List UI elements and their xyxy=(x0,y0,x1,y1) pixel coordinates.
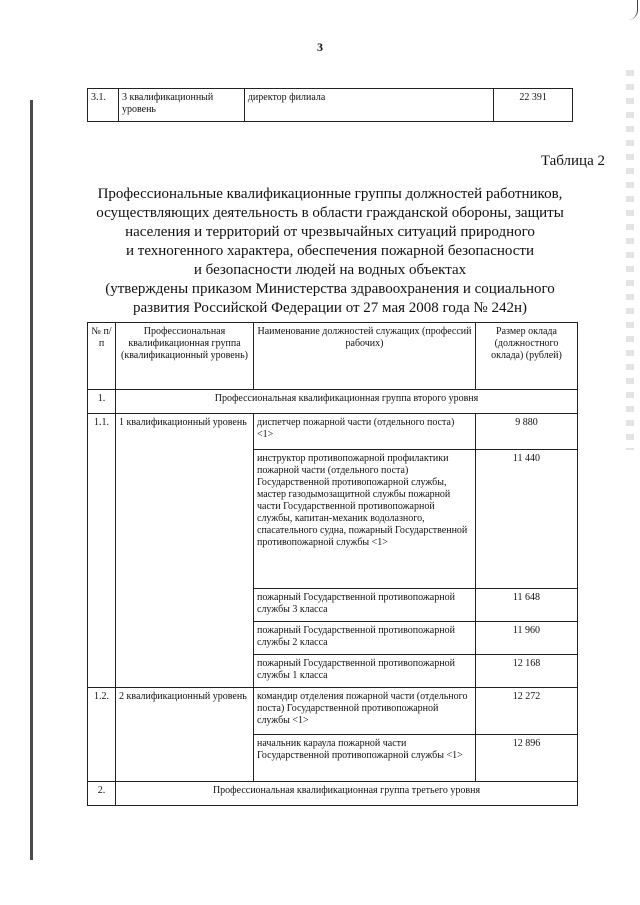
position-name: пожарный Государственной противопожарной службы 3 класса xyxy=(254,589,476,622)
continued-table xyxy=(87,88,573,122)
title-line: осуществляющих деятельность в области гражданской обороны, защиты xyxy=(96,205,564,221)
table-header-row xyxy=(88,323,578,390)
table-label: Таблица 2 xyxy=(540,153,605,169)
salary-value: 9 880 xyxy=(476,414,578,450)
position-name: начальник караула пожарной части Государственной противопожарной службы <1> xyxy=(254,735,476,782)
header-group: Профессиональная квалификационная группа (квалификационный уровень) xyxy=(116,323,254,390)
salary-value: 12 272 xyxy=(476,688,578,735)
title-line: и безопасности людей на водных объектах xyxy=(193,262,467,278)
qualification-level: 3 квалификационный уровень xyxy=(118,89,244,122)
title-line: развития Российской Федерации от 27 мая 2008 года № 242н) xyxy=(133,300,527,316)
title-line: (утверждены приказом Министерства здравоохранения и социального xyxy=(105,281,555,297)
header-number: № п/п xyxy=(88,323,116,390)
row-number: 3.1. xyxy=(88,89,119,122)
position-name: диспетчер пожарной части (отдельного поста) <1> xyxy=(254,414,476,450)
salary-value: 11 648 xyxy=(476,589,578,622)
scan-artifact-right-edge xyxy=(626,70,634,450)
scan-artifact-corner xyxy=(619,0,638,20)
group-title: Профессиональная квалификационная группа второго уровня xyxy=(116,390,578,414)
title-line: и техногенного характера, обеспечения пожарной безопасности xyxy=(125,243,534,259)
salary-table xyxy=(87,322,578,806)
position-name: директор филиала xyxy=(244,89,493,122)
group-number: 2. xyxy=(88,782,116,806)
position-name: инструктор противопожарной профилактики пожарной части (отдельного поста) Государственной противопожарной службы, мастер газодымозащитной службы пожарной части Государственной противопожарной службы, капитан-механик водолазного, спасательного судна, пожарный Государственной противопожарной службы <1> xyxy=(254,450,476,589)
table-row xyxy=(88,688,578,735)
document-title xyxy=(70,185,590,318)
scan-artifact-left-edge xyxy=(30,100,33,860)
position-name: командир отделения пожарной части (отдельного поста) Государственной противопожарной службы <1> xyxy=(254,688,476,735)
salary-value: 22 391 xyxy=(494,89,573,122)
group-number: 1. xyxy=(88,390,116,414)
title-line: Профессиональные квалификационные группы должностей работников, xyxy=(97,186,563,202)
qualification-level: 1 квалификационный уровень xyxy=(116,414,254,688)
title-line: населения и территорий от чрезвычайных ситуаций природного xyxy=(125,224,535,240)
salary-value: 11 960 xyxy=(476,622,578,655)
group-title: Профессиональная квалификационная группа третьего уровня xyxy=(116,782,578,806)
salary-value: 11 440 xyxy=(476,450,578,589)
level-number: 1.2. xyxy=(88,688,116,782)
level-number: 1.1. xyxy=(88,414,116,688)
header-salary: Размер оклада (должностного оклада) (рублей) xyxy=(476,323,578,390)
table-row xyxy=(88,89,573,122)
salary-value: 12 168 xyxy=(476,655,578,688)
group-row xyxy=(88,782,578,806)
position-name: пожарный Государственной противопожарной службы 1 класса xyxy=(254,655,476,688)
table-row xyxy=(88,414,578,450)
position-name: пожарный Государственной противопожарной службы 2 класса xyxy=(254,622,476,655)
qualification-level: 2 квалификационный уровень xyxy=(116,688,254,782)
page-number: 3 xyxy=(317,40,323,54)
salary-value: 12 896 xyxy=(476,735,578,782)
header-position: Наименование должностей служащих (профессий рабочих) xyxy=(254,323,476,390)
group-row xyxy=(88,390,578,414)
